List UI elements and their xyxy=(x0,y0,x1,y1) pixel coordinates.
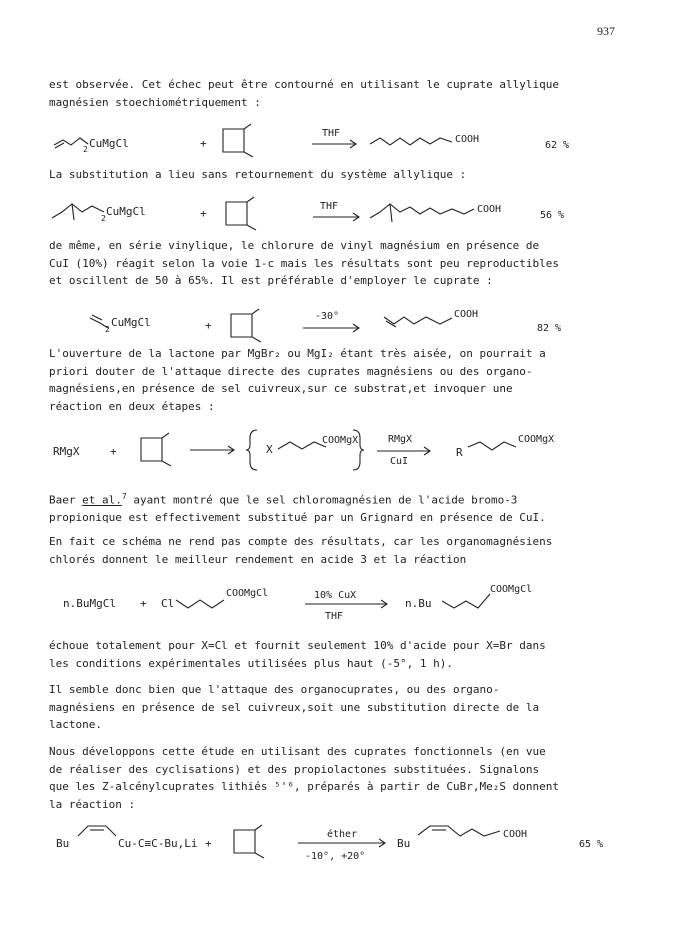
plus-sign: + xyxy=(140,597,147,610)
reagent-subscript: 2 xyxy=(105,325,110,334)
yield: 56 % xyxy=(540,210,565,221)
product-chain xyxy=(370,138,452,145)
product-chain xyxy=(468,442,516,450)
paragraph-2: La substitution a lieu sans retournement du système allylique : xyxy=(49,168,467,181)
product-label: COOMgCl xyxy=(490,584,533,595)
paragraph-5 xyxy=(49,488,627,527)
condition-top: RMgX xyxy=(388,434,413,445)
product-label: COOH xyxy=(454,309,479,320)
lactone-ring xyxy=(223,129,244,152)
paragraph-6: En fait ce schéma ne rend pas compte des résultats, car les organomagnésiens chlorés donnent le meilleur rendement en acide 3 et la réaction xyxy=(49,535,553,566)
reagent-label: CuMgCl xyxy=(89,137,129,150)
bu-label-2: Bu xyxy=(397,837,411,850)
plus-sign: + xyxy=(205,837,212,850)
left-brace xyxy=(246,430,257,470)
scheme-4 xyxy=(0,420,673,476)
paragraph-3: de même, en série vinylique, le chlorure de vinyl magnésium en présence de CuI (10%) réagit selon la voie 1-c mais les résultats sont peu reproductibles et oscillent de 50 à 65%. Il est préférable d'employer le cuprate : xyxy=(49,239,559,287)
bu-label-1: Bu xyxy=(56,837,70,850)
reference-7: 7 xyxy=(121,492,127,501)
plus-sign: + xyxy=(200,207,207,220)
page-number: 937 xyxy=(597,24,615,38)
condition-top: éther xyxy=(327,829,358,840)
paragraph-4: L'ouverture de la lactone par MgBr₂ ou MgI₂ étant très aisée, on pourrait a priori douter de l'attaque directe des cuprates magnésiens ou des organo- magnésiens,en présence de sel cuivreux,sur ce substrat,et invoquer une réaction en deux étapes : xyxy=(49,347,546,413)
reagent-subscript: 2 xyxy=(83,145,88,154)
paragraph-8: Il semble donc bien que l'attaque des organocuprates, ou des organo- magnésiens en présence de sel cuivreux,soit une substitution directe de la lactone. xyxy=(49,683,540,731)
reagent-rmgx: RMgX xyxy=(53,445,80,458)
product-chain xyxy=(384,317,452,324)
product-label: COOH xyxy=(455,134,480,145)
lactone-ring xyxy=(141,438,162,461)
plus-sign: + xyxy=(205,319,212,332)
text-baer: Baer xyxy=(49,493,83,507)
plus-sign: + xyxy=(110,445,117,458)
product-chain xyxy=(418,826,500,836)
yield: 82 % xyxy=(537,323,562,334)
allyl-chain xyxy=(54,138,88,145)
product-label: COOMgX xyxy=(518,434,555,445)
product-chain xyxy=(370,204,474,218)
condition-top: 10% CuX xyxy=(314,590,357,601)
reagent-2-label: COOMgCl xyxy=(226,588,269,599)
intermediate-chain xyxy=(278,442,326,449)
condition: THF xyxy=(322,128,341,139)
paragraph-7: échoue totalement pour X=Cl et fournit seulement 10% d'acide pour X=Br dans les conditions expérimentales utilisées plus haut (-5°, 1 h). xyxy=(49,639,546,670)
reagent-label: Cu-C≡C-Bu,Li xyxy=(118,837,198,850)
plus-sign: + xyxy=(200,137,207,150)
lactone-ring xyxy=(226,202,247,225)
paragraph-1: est observée. Cet échec peut être contourné en utilisant le cuprate allylique magnésien stoechiométriquement : xyxy=(49,78,559,109)
paragraph-9: Nous développons cette étude en utilisant des cuprates fonctionnels (en vue de réaliser des cyclisations) et des propiolactones substituées. Signalons que les Z-alcénylcuprates lithiés ⁵'⁶, préparés à partir de CuBr,Me₂S donnent la réaction : xyxy=(49,745,559,811)
condition: -30° xyxy=(315,311,340,322)
intermediate-label: COOMgX xyxy=(322,435,359,446)
text-et-al: et al. xyxy=(82,493,122,507)
condition: THF xyxy=(320,201,339,212)
scheme-2 xyxy=(0,190,673,236)
product-label: COOH xyxy=(503,829,528,840)
yield: 65 % xyxy=(579,839,604,850)
r-label: R xyxy=(456,446,463,459)
condition-bottom: CuI xyxy=(390,456,409,467)
scheme-1 xyxy=(0,118,673,162)
nbu-label: n.Bu xyxy=(405,597,432,610)
reagent-chain xyxy=(176,600,224,608)
cl-label: Cl xyxy=(161,597,175,610)
scheme-5 xyxy=(0,578,673,624)
x-label: X xyxy=(266,443,273,456)
yield: 62 % xyxy=(545,140,570,151)
alkenyl-chain xyxy=(78,826,116,836)
condition-bottom: THF xyxy=(325,611,344,622)
lactone-ring xyxy=(231,314,252,337)
lactone-ring xyxy=(234,830,255,853)
text-p5-rest: ayant montré que le sel chloromagnésien de l'acide bromo-3 propionique est effectivement substitué par un Grignard en présence de CuI. xyxy=(49,493,546,525)
reagent-nbumgcl: n.BuMgCl xyxy=(63,597,116,610)
reagent-label: CuMgCl xyxy=(111,316,151,329)
scheme-6 xyxy=(0,818,673,874)
product-chain xyxy=(442,594,490,608)
condition-bottom: -10°, +20° xyxy=(305,851,366,862)
reagent-label: CuMgCl xyxy=(106,205,146,218)
reagent-subscript: 2 xyxy=(101,214,106,223)
prenyl-chain xyxy=(52,204,104,218)
scheme-3 xyxy=(0,302,673,348)
product-label: COOH xyxy=(477,204,502,215)
